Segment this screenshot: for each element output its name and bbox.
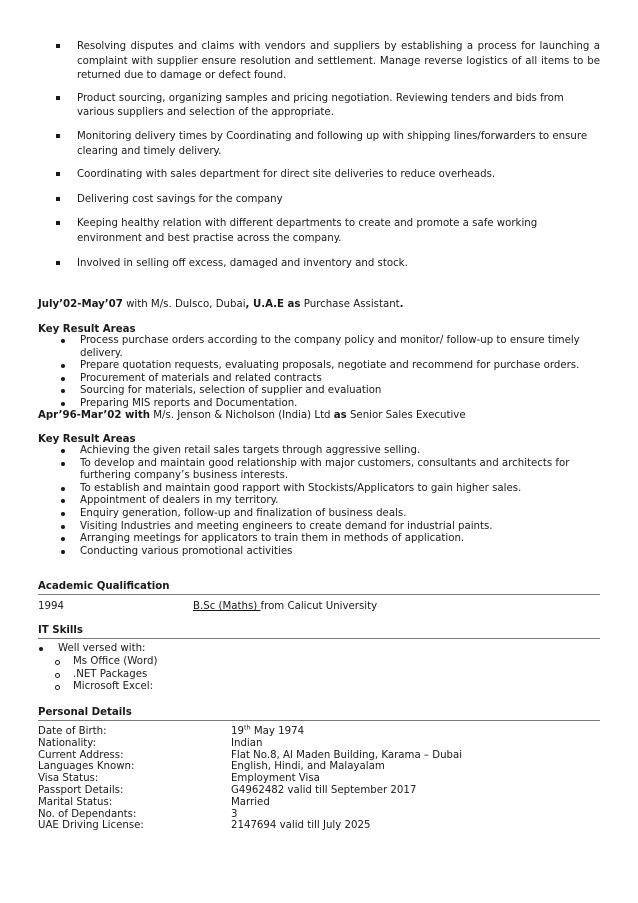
personal-details-table	[38, 723, 600, 832]
degree-name: B.Sc (Maths)	[193, 601, 261, 612]
list-item	[38, 656, 338, 669]
bullet-icon	[61, 525, 65, 529]
job-heading	[38, 409, 608, 422]
kra-list	[60, 445, 605, 558]
bullet-icon	[61, 449, 65, 453]
square-bullet-icon	[56, 44, 60, 48]
job-company: with M/s. Dulsco, Dubai	[122, 299, 246, 310]
table-row	[38, 750, 600, 762]
table-row	[38, 785, 600, 797]
section-heading-academic: Academic Qualification	[38, 580, 600, 595]
circle-bullet-icon	[55, 673, 60, 678]
job-role: Senior Sales Executive	[346, 410, 466, 421]
list-item-text: Sourcing for materials, selection of supplier and evaluation	[80, 385, 382, 397]
list-item	[60, 445, 605, 458]
dob-day: 19	[231, 726, 244, 737]
bullet-icon	[61, 487, 65, 491]
list-item	[60, 385, 605, 398]
dob-rest: May 1974	[250, 726, 305, 737]
list-item-text: Ms Office (Word)	[73, 655, 158, 667]
list-item	[60, 458, 605, 483]
list-item	[60, 360, 605, 373]
job-role: Purchase Assistant	[300, 299, 400, 310]
list-item-text: Procurement of materials and related contracts	[80, 372, 322, 384]
square-bullet-icon	[56, 197, 60, 201]
list-item-text: Resolving disputes and claims with vendors and suppliers by establishing a process for launching a complaint with supplier ensure resolution and settlement. Manage reverse logistics of all items to be returned due to damage or defect found.	[77, 41, 600, 82]
square-bullet-icon	[56, 261, 60, 265]
list-item	[38, 643, 338, 656]
detail-label: Date of Birth:	[38, 726, 107, 737]
detail-value: Married	[231, 796, 270, 808]
table-row	[38, 723, 600, 738]
list-item	[38, 669, 338, 682]
list-item	[60, 495, 605, 508]
list-item-text: Achieving the given retail sales targets through aggressive selling.	[80, 445, 421, 456]
bullet-icon	[61, 537, 65, 541]
bullet-icon	[61, 377, 65, 381]
detail-label: Nationality:	[38, 737, 96, 749]
job-heading-end: .	[399, 299, 404, 310]
bullet-icon	[61, 499, 65, 503]
responsibilities-list	[56, 40, 600, 271]
job-heading	[38, 298, 608, 311]
list-item	[60, 373, 605, 386]
list-item-text: Visiting Industries and meeting engineers to create demand for industrial paints.	[80, 520, 493, 532]
section-heading-personal: Personal Details	[38, 706, 600, 721]
list-item	[56, 130, 600, 159]
kra-title: Key Result Areas	[38, 324, 136, 335]
detail-value: 2147694 valid till July 2025	[231, 820, 371, 832]
list-item-text: Well versed with:	[58, 643, 146, 654]
circle-bullet-icon	[55, 685, 60, 690]
detail-label: Marital Status:	[38, 796, 113, 808]
list-item-text: Product sourcing, organizing samples and pricing negotiation. Reviewing tenders and bids from various suppliers and selection of the appropriate.	[77, 92, 564, 119]
academic-year: 1994	[38, 601, 64, 612]
list-item	[56, 257, 600, 272]
list-item	[60, 335, 605, 360]
detail-value	[231, 723, 305, 738]
bullet-icon	[61, 550, 65, 554]
list-item	[60, 546, 605, 559]
detail-label: Passport Details:	[38, 784, 124, 796]
list-item-text: Process purchase orders according to the company policy and monitor/ follow-up to ensure timely delivery.	[80, 335, 580, 359]
detail-value: Indian	[231, 737, 263, 749]
detail-label: No. of Dependants:	[38, 808, 137, 820]
job-period: Apr’96-Mar’02 with	[38, 410, 150, 421]
dob-suffix: th	[243, 723, 251, 732]
list-item	[38, 681, 338, 694]
list-item-text: To develop and maintain good relationship with major customers, consultants and architects for furthering company’s business interests.	[80, 457, 570, 482]
square-bullet-icon	[56, 96, 60, 100]
kra-list	[60, 335, 605, 411]
list-item-text: .NET Packages	[73, 668, 148, 680]
list-item-text: Monitoring delivery times by Coordinating and following up with shipping lines/forwarders to ensure clearing and timely delivery.	[77, 130, 588, 157]
list-item-text: Coordinating with sales department for direct site deliveries to reduce overheads.	[77, 169, 496, 181]
list-item-text: Prepare quotation requests, evaluating proposals, negotiate and recommend for purchase orders.	[80, 360, 580, 372]
detail-value: Employment Visa	[231, 773, 320, 785]
list-item-text: Arranging meetings for applicators to train them in methods of application.	[80, 533, 465, 545]
detail-value: English, Hindi, and Malayalam	[231, 761, 385, 773]
bullet-icon	[61, 389, 65, 393]
detail-label: Current Address:	[38, 749, 124, 761]
academic-institution: from Calicut University	[260, 601, 378, 612]
detail-label: Languages Known:	[38, 761, 135, 773]
list-item-text: Conducting various promotional activities	[80, 545, 293, 557]
list-item	[60, 508, 605, 521]
list-item-text: Microsoft Excel:	[73, 681, 154, 693]
detail-label: UAE Driving License:	[38, 820, 144, 832]
academic-degree	[193, 600, 377, 613]
job-company: M/s. Jenson & Nicholson (India) Ltd	[150, 410, 334, 421]
list-item	[56, 40, 600, 84]
bullet-icon	[61, 512, 65, 516]
square-bullet-icon	[56, 221, 60, 225]
list-item	[60, 483, 605, 496]
bullet-icon	[61, 402, 65, 406]
it-skills-list	[38, 643, 338, 694]
table-row	[38, 738, 600, 750]
square-bullet-icon	[56, 172, 60, 176]
square-bullet-icon	[56, 134, 60, 138]
bullet-icon	[61, 339, 65, 343]
list-item	[56, 168, 600, 183]
job-period: July’02-May’07	[38, 299, 123, 310]
detail-value: 3	[231, 808, 238, 820]
list-item-text: Appointment of dealers in my territory.	[80, 495, 279, 507]
list-item-text: Enquiry generation, follow-up and finalization of business deals.	[80, 507, 407, 519]
list-item-text: Delivering cost savings for the company	[77, 193, 283, 205]
list-item	[56, 193, 600, 208]
list-item-text: Keeping healthy relation with different departments to create and promote a safe working environment and best practise across the company.	[77, 218, 538, 244]
bullet-icon	[61, 364, 65, 368]
table-row	[38, 797, 600, 809]
section-heading-it-skills: IT Skills	[38, 624, 600, 639]
list-item	[56, 92, 600, 121]
table-row	[38, 773, 600, 785]
table-row	[38, 809, 600, 821]
list-item-text: To establish and maintain good rapport with Stockists/Applicators to gain higher sales.	[80, 482, 522, 494]
bullet-icon	[39, 647, 43, 651]
detail-label: Visa Status:	[38, 773, 99, 785]
bullet-icon	[61, 462, 65, 466]
list-item	[60, 521, 605, 534]
circle-bullet-icon	[55, 660, 60, 665]
kra-title: Key Result Areas	[38, 434, 136, 445]
list-item	[56, 217, 600, 246]
detail-value: G4962482 valid till September 2017	[231, 784, 417, 796]
table-row	[38, 761, 600, 773]
detail-value: Flat No.8, Al Maden Building, Karama – Dubai	[231, 749, 463, 761]
job-as: as	[333, 410, 347, 421]
job-location: , U.A.E as	[245, 299, 301, 310]
list-item-text: Preparing MIS reports and Documentation.	[80, 397, 298, 409]
table-row	[38, 820, 600, 832]
list-item	[60, 533, 605, 546]
list-item-text: Involved in selling off excess, damaged and inventory and stock.	[77, 257, 408, 269]
